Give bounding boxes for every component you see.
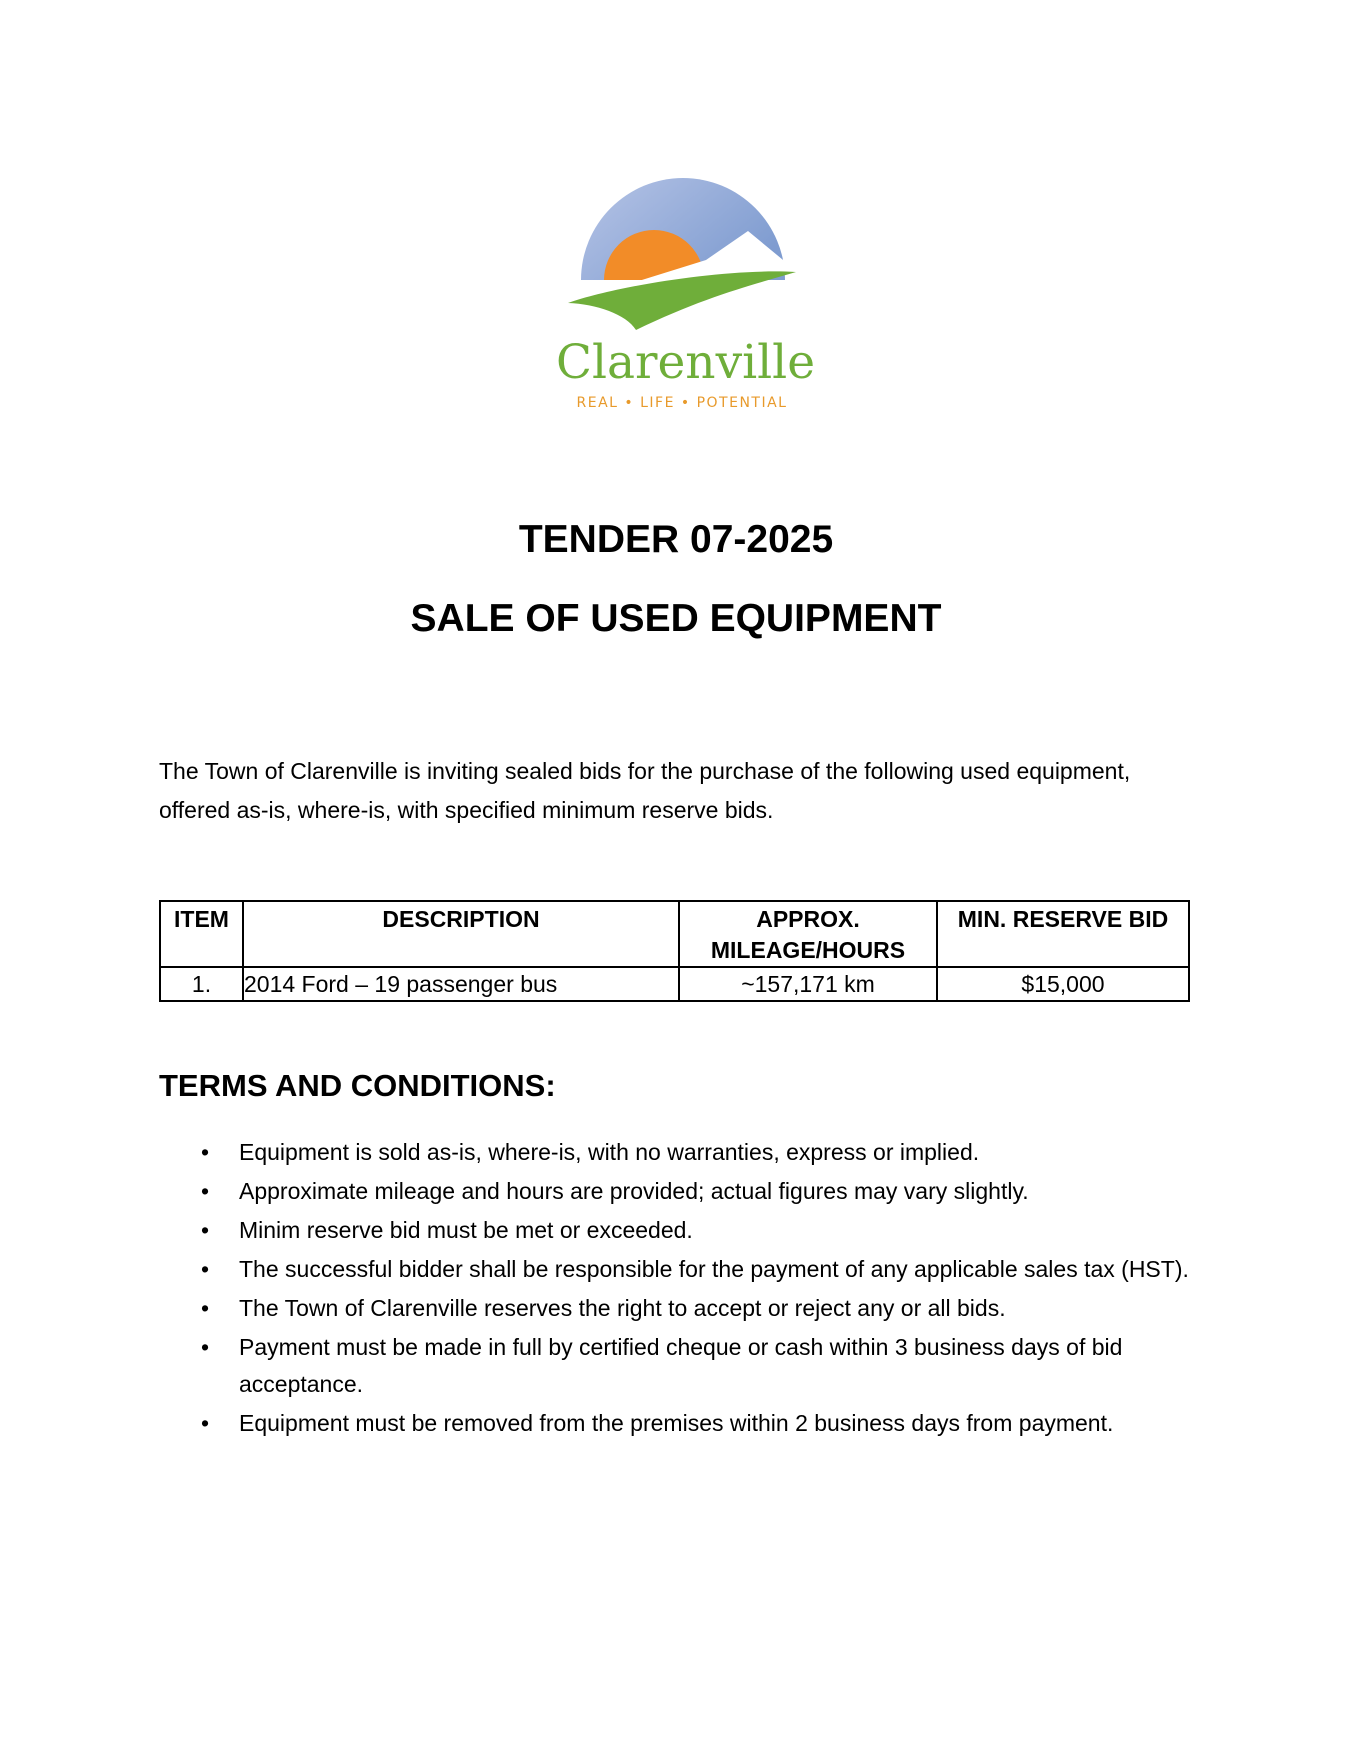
term-text: Minim reserve bid must be met or exceeded. bbox=[239, 1217, 693, 1243]
term-text: The successful bidder shall be responsible for the payment of any applicable sales tax (HST). bbox=[239, 1256, 1189, 1282]
table-header-row bbox=[160, 901, 1189, 967]
tender-title: TENDER 07-2025 bbox=[518, 518, 834, 561]
term-text: Approximate mileage and hours are provided; actual figures may vary slightly. bbox=[239, 1178, 1029, 1204]
intro-paragraph: The Town of Clarenville is inviting sealed bids for the purchase of the following used equipment, offered as-is, where-is, with specified minimum reserve bids. bbox=[159, 758, 1131, 823]
list-item bbox=[159, 1212, 1199, 1249]
equipment-table bbox=[159, 900, 1190, 1002]
bullet-icon: • bbox=[200, 1217, 210, 1243]
term-text: Payment must be made in full by certified cheque or cash within 3 business days of bid acceptance. bbox=[239, 1334, 1123, 1397]
list-item bbox=[159, 1251, 1199, 1288]
list-item bbox=[159, 1405, 1199, 1442]
logo-emblem-icon bbox=[556, 176, 808, 336]
bullet-icon: • bbox=[200, 1334, 210, 1360]
bullet-icon: • bbox=[200, 1139, 210, 1165]
term-text: Equipment is sold as-is, where-is, with no warranties, express or implied. bbox=[239, 1139, 980, 1165]
header-item: ITEM bbox=[160, 901, 243, 967]
cell-mileage: ~157,171 km bbox=[679, 967, 937, 1001]
header-mileage-line2: MILEAGE/HOURS bbox=[710, 937, 906, 963]
logo-wordmark: Clarenville bbox=[556, 335, 816, 390]
bullet-icon: • bbox=[200, 1410, 210, 1436]
cell-item: 1. bbox=[160, 967, 243, 1001]
header-description: DESCRIPTION bbox=[243, 901, 679, 967]
tender-subtitle: SALE OF USED EQUIPMENT bbox=[410, 597, 942, 640]
list-item bbox=[159, 1134, 1199, 1171]
header-mileage bbox=[679, 901, 937, 967]
header-mileage-line1: APPROX. bbox=[756, 906, 860, 932]
logo-tagline: REAL • LIFE • POTENTIAL bbox=[576, 395, 788, 411]
term-text: Equipment must be removed from the premises within 2 business days from payment. bbox=[239, 1410, 1114, 1436]
list-item bbox=[159, 1329, 1199, 1403]
terms-heading: TERMS AND CONDITIONS: bbox=[159, 1068, 556, 1103]
list-item bbox=[159, 1173, 1199, 1210]
bullet-icon: • bbox=[200, 1178, 210, 1204]
term-text: The Town of Clarenville reserves the right to accept or reject any or all bids. bbox=[239, 1295, 1006, 1321]
table-row bbox=[160, 967, 1189, 1001]
cell-reserve-bid: $15,000 bbox=[937, 967, 1189, 1001]
bullet-icon: • bbox=[200, 1256, 210, 1282]
terms-list bbox=[159, 1134, 1199, 1444]
town-logo bbox=[556, 176, 816, 416]
cell-description: 2014 Ford – 19 passenger bus bbox=[243, 967, 679, 1001]
list-item bbox=[159, 1290, 1199, 1327]
header-reserve-bid: MIN. RESERVE BID bbox=[937, 901, 1189, 967]
hill-shape bbox=[568, 271, 796, 330]
bullet-icon: • bbox=[200, 1295, 210, 1321]
